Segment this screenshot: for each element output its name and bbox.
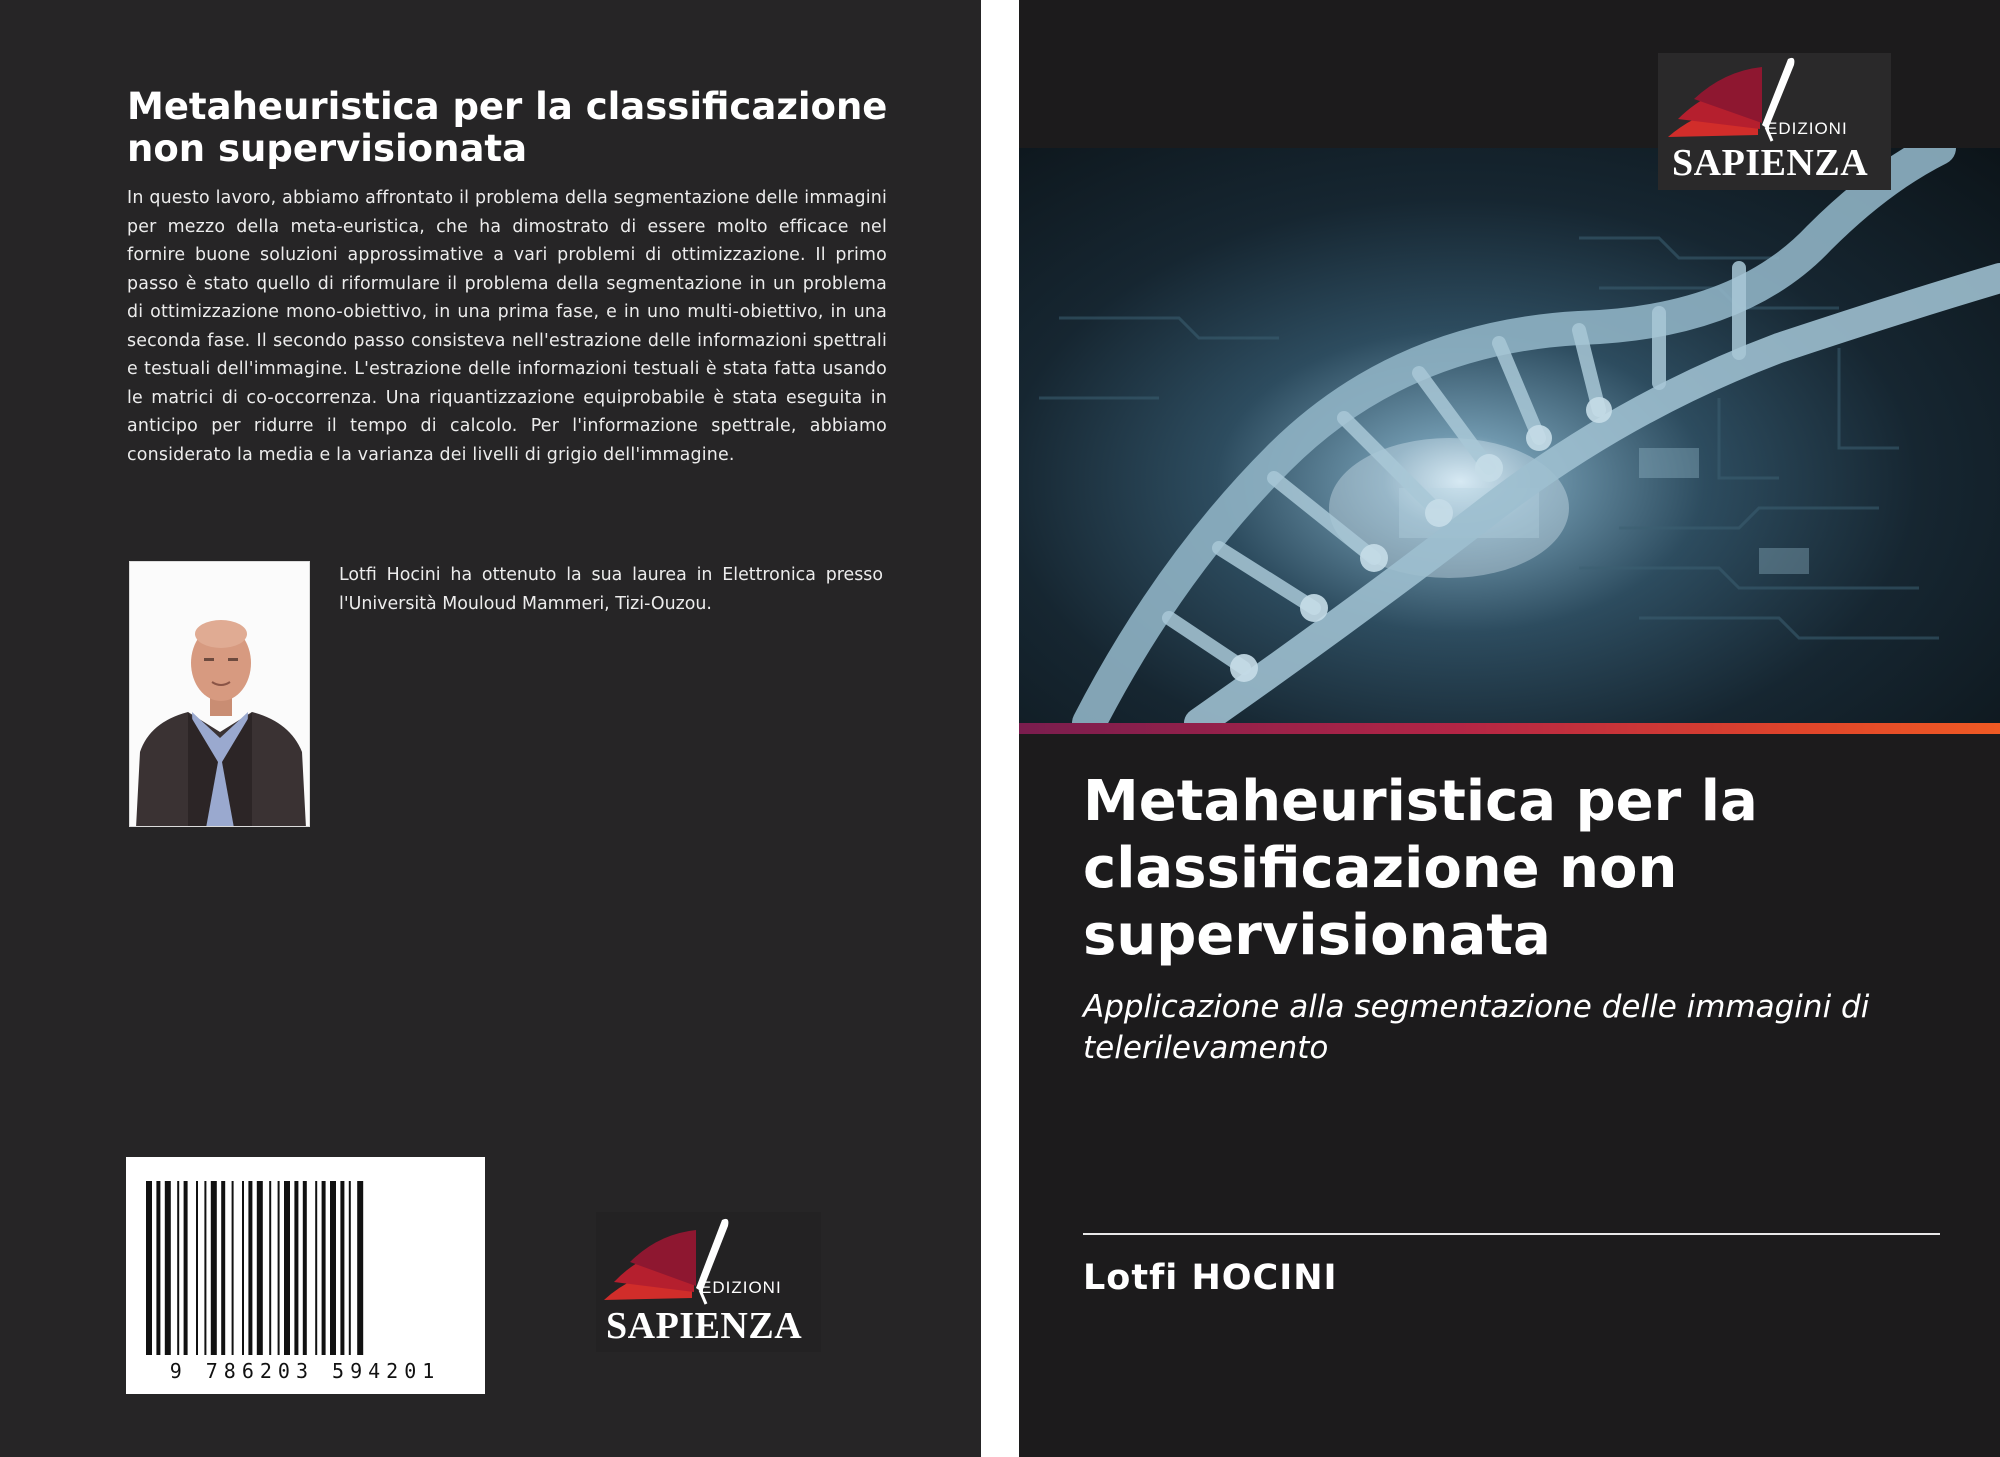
logo-sapienza: SAPIENZA — [1672, 142, 1869, 184]
accent-bar — [1019, 723, 2000, 734]
barcode-bar — [184, 1181, 188, 1355]
logo-edizioni: EDIZIONI — [1766, 119, 1848, 138]
logo-edizioni: EDIZIONI — [700, 1278, 782, 1297]
spine — [981, 0, 1019, 1457]
barcode-bar — [330, 1181, 336, 1355]
publisher-logo-back — [596, 1212, 821, 1352]
isbn-barcode — [126, 1157, 485, 1394]
barcode-bar — [248, 1181, 252, 1355]
barcode-icon — [126, 1157, 485, 1394]
publisher-logo-front — [1658, 53, 1891, 190]
barcode-bar — [315, 1181, 317, 1355]
barcode-bar — [146, 1181, 152, 1355]
barcode-bar — [303, 1181, 307, 1355]
barcode-bar — [221, 1181, 225, 1355]
barcode-bar — [340, 1181, 344, 1355]
front-cover-subtitle: Applicazione alla segmentazione delle immagini di telerilevamento — [1083, 989, 1870, 1066]
barcode-bar — [349, 1181, 351, 1355]
barcode-bar — [284, 1181, 290, 1355]
barcode-bar — [357, 1181, 363, 1355]
author-bio: Lotfi Hocini ha ottenuto la sua laurea in Elettronica presso l'Università Mouloud Mammeri, Tizi-Ouzou. — [339, 565, 883, 614]
barcode-bar — [322, 1181, 326, 1355]
barcode-bar — [278, 1181, 280, 1355]
back-cover-abstract: In questo lavoro, abbiamo affrontato il problema della segmentazione delle immagini per mezzo della meta-euristica, che ha dimostrato di essere molto efficace nel fornire buone soluzioni approssimative a vari problemi di ottimizzazione. Il primo passo è stato quello di riformulare il problema della segmentazione in un problema di ottimizzazione mono-obiettivo, in una prima fase, e in uno multi-obiettivo, in una seconda fase. Il secondo passo consisteva nell'estrazione delle informazioni spettrali e testuali dell'immagine. L'estrazione delle informazioni testuali è stata fatta usando le matrici di co-occorrenza. Una riquantizzazione equiprobabile è stata eseguita in anticipo per ridurre il tempo di calcolo. Per l'informazione spettrale, abbiamo considerato la media e la varianza dei livelli di grigio dell'immagine. — [127, 188, 887, 465]
barcode-bar — [242, 1181, 244, 1355]
barcode-bar — [294, 1181, 298, 1355]
barcode-bar — [196, 1181, 198, 1355]
front-cover — [1019, 0, 2000, 1457]
divider-rule — [1083, 1233, 1940, 1235]
barcode-bar — [165, 1181, 171, 1355]
isbn-digits: 9 786203 594201 — [169, 1359, 441, 1383]
front-cover-title: Metaheuristica per la classificazione non supervisionata — [1083, 769, 1758, 968]
barcode-bar — [177, 1181, 179, 1355]
barcode-bar — [257, 1181, 263, 1355]
dna-helix-artwork — [1019, 148, 2000, 723]
dna-helix-icon — [1019, 148, 2000, 723]
front-cover-author: Lotfi HOCINI — [1083, 1258, 1338, 1298]
barcode-bar — [232, 1181, 234, 1355]
back-cover-title: Metaheuristica per la classificazione non supervisionata — [127, 85, 888, 170]
logo-sapienza: SAPIENZA — [606, 1305, 803, 1347]
barcode-bar — [156, 1181, 160, 1355]
barcode-bar — [204, 1181, 206, 1355]
back-cover — [0, 0, 981, 1457]
author-portrait-icon — [130, 562, 310, 827]
barcode-bar — [211, 1181, 217, 1355]
author-photo — [129, 561, 310, 827]
barcode-bar — [269, 1181, 271, 1355]
